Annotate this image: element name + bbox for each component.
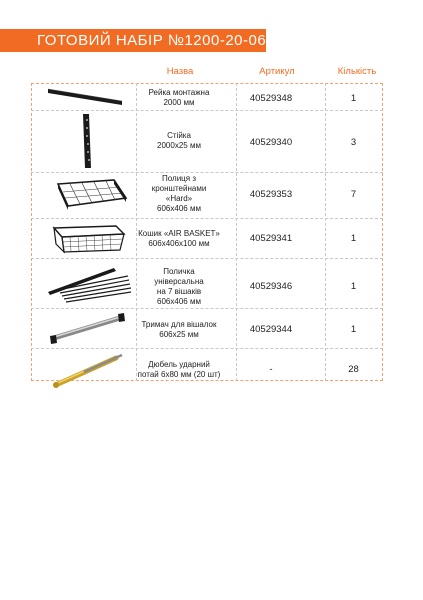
item-name-line: Стійка [167,131,191,140]
item-name-line: універсальна [154,277,204,286]
row-divider [31,110,383,111]
row-divider [31,258,383,259]
item-article: 40529341 [249,233,293,244]
item-qty: 1 [350,233,357,244]
item-name-line: 606х406х100 мм [148,239,210,248]
row-divider [31,172,383,173]
item-article: 40529344 [249,324,293,335]
item-name-line: 606х25 мм [159,330,199,339]
item-qty: 28 [348,364,359,375]
item-name-line: 2000х25 мм [157,141,201,150]
item-qty: 3 [350,137,357,148]
column-header-qty: Кількість [337,66,377,77]
item-article: 40529348 [249,93,293,104]
item-name-line: на 7 вішаків [156,287,202,296]
item-name-line: 2000 мм [163,98,195,107]
item-name-line: 606х406 мм [157,297,201,306]
item-name-line: Поличка [163,267,195,276]
column-header-name: Назва [166,66,194,77]
item-name-line: «Hard» [165,194,193,203]
item-name-line: Кошик «AIR BASKET» [138,229,220,238]
item-qty: 1 [350,93,357,104]
item-qty: 1 [350,324,357,335]
row-divider [31,308,383,309]
item-name-line: Полиця з [162,174,196,183]
item-article: - [269,364,273,375]
column-divider [325,83,326,381]
item-name-line: Дюбель ударний [148,360,210,369]
item-name-line: Рейка монтажна [148,88,210,97]
item-name-line: потай 6х80 мм (20 шт) [137,370,221,379]
item-article: 40529353 [249,189,293,200]
page-title: ГОТОВИЙ НАБІР №1200-20-061 [0,29,266,52]
item-name-line: 606х406 мм [157,204,201,213]
row-divider [31,348,383,349]
item-qty: 1 [350,281,357,292]
item-qty: 7 [350,189,357,200]
column-header-article: Артикул [259,66,295,77]
row-divider [31,218,383,219]
item-article: 40529340 [249,137,293,148]
table-header [0,66,423,80]
item-name-line: кронштейнами [151,184,207,193]
item-article: 40529346 [249,281,293,292]
item-name-line: Тримач для вішалок [141,320,217,329]
